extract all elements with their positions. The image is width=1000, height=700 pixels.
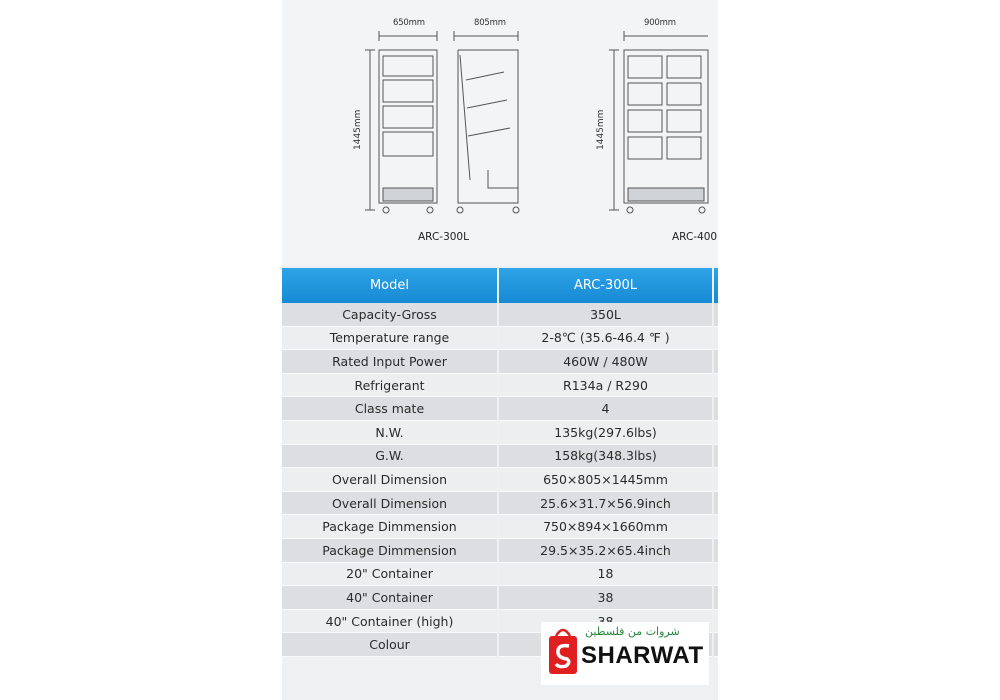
table-row <box>282 586 718 610</box>
row-value: 650×805×1445mm <box>498 468 713 492</box>
table-row <box>282 420 718 444</box>
product-drawings <box>282 0 718 265</box>
row-value: R134a / R290 <box>498 373 713 397</box>
row-value: 25.6×31.7×56.9inch <box>498 491 713 515</box>
row-param: Package Dimmension <box>282 538 498 562</box>
row-stub <box>713 303 718 326</box>
arc400-height-label: 1445mm <box>596 109 606 150</box>
row-stub <box>713 515 718 539</box>
row-stub <box>713 326 718 350</box>
spec-table <box>282 268 718 657</box>
table-row <box>282 515 718 539</box>
row-param: Rated Input Power <box>282 350 498 374</box>
table-row <box>282 538 718 562</box>
row-stub <box>713 468 718 492</box>
row-value: 29.5×35.2×65.4inch <box>498 538 713 562</box>
row-stub <box>713 444 718 468</box>
arc400-model-label: ARC-400 <box>672 231 718 243</box>
row-param: Package Dimmension <box>282 515 498 539</box>
row-stub <box>713 397 718 421</box>
table-row <box>282 562 718 586</box>
arc400-width-label: 900mm <box>644 18 676 28</box>
row-value: 158kg(348.3lbs) <box>498 444 713 468</box>
table-row <box>282 491 718 515</box>
row-stub <box>713 633 718 657</box>
row-value: 18 <box>498 562 713 586</box>
spec-sheet <box>282 0 718 700</box>
row-value: 350L <box>498 303 713 326</box>
row-stub <box>713 491 718 515</box>
row-param: G.W. <box>282 444 498 468</box>
shopping-bag-icon <box>547 626 579 676</box>
header-param: Model <box>282 268 498 303</box>
table-row <box>282 468 718 492</box>
table-header-row <box>282 268 718 303</box>
row-value: 38 <box>498 586 713 610</box>
row-value: 135kg(297.6lbs) <box>498 420 713 444</box>
table-row <box>282 326 718 350</box>
row-param: Overall Dimension <box>282 491 498 515</box>
row-param: Colour <box>282 633 498 657</box>
side-depth-label: 805mm <box>474 18 506 28</box>
row-value: 2-8℃ (35.6-46.4 ℉ ) <box>498 326 713 350</box>
table-row <box>282 350 718 374</box>
row-stub <box>713 609 718 633</box>
row-stub <box>713 350 718 374</box>
row-param: 40" Container <box>282 586 498 610</box>
row-value: 750×894×1660mm <box>498 515 713 539</box>
table-row <box>282 373 718 397</box>
table-row <box>282 444 718 468</box>
row-param: Temperature range <box>282 326 498 350</box>
row-stub <box>713 586 718 610</box>
row-param: 20" Container <box>282 562 498 586</box>
sharwat-logo <box>541 622 709 685</box>
row-stub <box>713 373 718 397</box>
row-stub <box>713 420 718 444</box>
row-param: Overall Dimension <box>282 468 498 492</box>
front-height-label: 1445mm <box>353 109 363 150</box>
row-value: 460W / 480W <box>498 350 713 374</box>
row-value: 4 <box>498 397 713 421</box>
row-param: Class mate <box>282 397 498 421</box>
row-param: N.W. <box>282 420 498 444</box>
logo-arabic-text: شروات من فلسطين <box>585 625 680 638</box>
row-stub <box>713 538 718 562</box>
front-width-label: 650mm <box>393 18 425 28</box>
table-row <box>282 397 718 421</box>
technical-drawing <box>282 0 718 265</box>
arc300l-model-label: ARC-300L <box>418 231 469 243</box>
table-row <box>282 303 718 326</box>
header-model: ARC-300L <box>498 268 713 303</box>
header-stub <box>713 268 718 303</box>
row-stub <box>713 562 718 586</box>
logo-brand-text: SHARWAT <box>581 642 704 669</box>
row-param: Refrigerant <box>282 373 498 397</box>
row-param: Capacity-Gross <box>282 303 498 326</box>
row-param: 40" Container (high) <box>282 609 498 633</box>
